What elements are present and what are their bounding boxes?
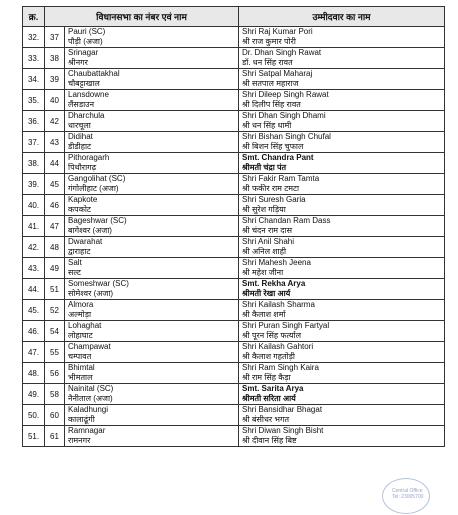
candidate-name-hi: श्री महेश जीना [242, 268, 284, 277]
serial-number: 42. [23, 237, 45, 258]
table-row [23, 153, 445, 174]
serial-number: 45. [23, 300, 45, 321]
constituency-name-en: Srinagar [68, 48, 99, 57]
constituency-cell [65, 321, 239, 342]
constituency-name-en: Didihat [68, 132, 93, 141]
constituency-name-en: Salt [68, 258, 82, 267]
serial-number: 43. [23, 258, 45, 279]
constituency-cell [65, 90, 239, 111]
constituency-number: 45 [45, 174, 65, 195]
candidate-cell [239, 279, 445, 300]
table-row [23, 279, 445, 300]
candidate-name-en: Shri Kailash Sharma [242, 300, 315, 309]
constituency-cell [65, 195, 239, 216]
constituency-name-en: Dwarahat [68, 237, 103, 246]
candidate-cell [239, 153, 445, 174]
candidate-cell [239, 300, 445, 321]
constituency-name-en: Almora [68, 300, 94, 309]
header-constituency: विधानसभा का नंबर एवं नाम [45, 7, 239, 27]
constituency-name-hi: सोमेश्वर (अजा) [68, 289, 114, 298]
constituency-number: 43 [45, 132, 65, 153]
constituency-name-hi: लोहाघाट [68, 331, 93, 340]
candidate-name-hi: श्री बिशन सिंह चुफाल [242, 142, 304, 151]
candidate-name-en: Shri Anil Shahi [242, 237, 295, 246]
candidate-name-hi: श्री पूरन सिंह फर्त्याल [242, 331, 302, 340]
candidate-cell [239, 48, 445, 69]
constituency-name-en: Nainital (SC) [68, 384, 114, 393]
table-row [23, 111, 445, 132]
table-row [23, 321, 445, 342]
constituency-name-en: Pithoragarh [68, 153, 110, 162]
constituency-name-en: Kaladhungi [68, 405, 109, 414]
serial-number: 50. [23, 405, 45, 426]
candidate-name-en: Shri Kailash Gahtori [242, 342, 314, 351]
candidate-name-en: Shri Bansidhar Bhagat [242, 405, 323, 414]
candidate-name-en: Smt. Chandra Pant [242, 153, 314, 162]
constituency-number: 48 [45, 237, 65, 258]
serial-number: 35. [23, 90, 45, 111]
table-row [23, 237, 445, 258]
candidate-name-hi: श्री कैलाश गहतोड़ी [242, 352, 295, 361]
candidate-name-en: Shri Raj Kumar Pori [242, 27, 313, 36]
constituency-name-hi: सल्ट [68, 268, 81, 277]
constituency-number: 49 [45, 258, 65, 279]
candidate-cell [239, 69, 445, 90]
serial-number: 41. [23, 216, 45, 237]
constituency-number: 37 [45, 27, 65, 48]
constituency-name-en: Champawat [68, 342, 111, 351]
constituency-cell [65, 426, 239, 447]
constituency-name-en: Kapkote [68, 195, 98, 204]
serial-number: 46. [23, 321, 45, 342]
constituency-name-hi: लैंसडाउन [68, 100, 95, 109]
constituency-name-en: Dharchula [68, 111, 105, 120]
candidate-name-en: Shri Ram Singh Kaira [242, 363, 319, 372]
constituency-name-hi: पौड़ी (अजा) [68, 37, 103, 46]
constituency-number: 39 [45, 69, 65, 90]
constituency-cell [65, 27, 239, 48]
candidate-cell [239, 216, 445, 237]
candidate-name-hi: श्री दीवान सिंह बिष्ट [242, 436, 297, 445]
constituency-name-hi: श्रीनगर [68, 58, 88, 67]
constituency-name-hi: द्वाराहाट [68, 247, 91, 256]
table-row [23, 426, 445, 447]
constituency-name-en: Ramnagar [68, 426, 106, 435]
candidate-cell [239, 342, 445, 363]
constituency-number: 56 [45, 363, 65, 384]
constituency-cell [65, 384, 239, 405]
candidate-name-en: Smt. Sarita Arya [242, 384, 304, 393]
table-row [23, 384, 445, 405]
constituency-number: 52 [45, 300, 65, 321]
candidate-name-en: Dr. Dhan Singh Rawat [242, 48, 322, 57]
constituency-cell [65, 69, 239, 90]
constituency-cell [65, 279, 239, 300]
candidate-name-en: Shri Bishan Singh Chufal [242, 132, 331, 141]
constituency-cell [65, 237, 239, 258]
candidate-name-hi: श्री राम सिंह कैड़ा [242, 373, 291, 382]
constituency-name-hi: धारचूला [68, 121, 91, 130]
serial-number: 47. [23, 342, 45, 363]
candidate-cell [239, 237, 445, 258]
constituency-cell [65, 300, 239, 321]
constituency-name-hi: चौबट्टाखाल [68, 79, 100, 88]
candidate-cell [239, 174, 445, 195]
table-row [23, 195, 445, 216]
serial-number: 48. [23, 363, 45, 384]
candidate-cell [239, 90, 445, 111]
table-row [23, 405, 445, 426]
constituency-cell [65, 405, 239, 426]
constituency-cell [65, 153, 239, 174]
constituency-name-hi: पिथौरागढ़ [68, 163, 97, 172]
candidate-name-en: Shri Dileep Singh Rawat [242, 90, 329, 99]
candidate-name-hi: श्री फकीर राम टमटा [242, 184, 300, 193]
constituency-name-hi: गंगोलीहाट (अजा) [68, 184, 119, 193]
constituency-number: 42 [45, 111, 65, 132]
constituency-number: 58 [45, 384, 65, 405]
candidate-name-hi: श्रीमती सरिता आर्य [242, 394, 296, 403]
candidate-name-en: Shri Diwan Singh Bisht [242, 426, 324, 435]
table-row [23, 300, 445, 321]
candidate-cell [239, 426, 445, 447]
constituency-name-en: Bhimtal [68, 363, 95, 372]
constituency-name-en: Lansdowne [68, 90, 109, 99]
header-serial: क्र. [23, 7, 45, 27]
candidate-name-hi: श्री बंसीधर भगत [242, 415, 290, 424]
header-candidate: उम्मीदवार का नाम [239, 7, 445, 27]
table-row [23, 174, 445, 195]
serial-number: 40. [23, 195, 45, 216]
constituency-name-en: Lohaghat [68, 321, 102, 330]
constituency-name-hi: रामनगर [68, 436, 91, 445]
candidate-name-hi: श्री सुरेश गड़िया [242, 205, 286, 214]
constituency-name-hi: डीडीहाट [68, 142, 92, 151]
candidate-name-hi: श्री दिलीप सिंह रावत [242, 100, 301, 109]
candidate-table [22, 6, 445, 447]
document-sheet [22, 6, 444, 515]
candidate-name-hi: श्री चंदन राम दास [242, 226, 293, 235]
constituency-number: 40 [45, 90, 65, 111]
candidate-cell [239, 132, 445, 153]
constituency-cell [65, 342, 239, 363]
constituency-name-en: Pauri (SC) [68, 27, 106, 36]
seal-line-2: Tel: 23005700 [392, 494, 424, 500]
constituency-name-hi: नैनीताल (अजा) [68, 394, 113, 403]
constituency-number: 47 [45, 216, 65, 237]
constituency-name-hi: अल्मोड़ा [68, 310, 92, 319]
candidate-cell [239, 405, 445, 426]
constituency-cell [65, 48, 239, 69]
table-row [23, 132, 445, 153]
candidate-name-hi: श्री कैलाश शर्मा [242, 310, 286, 319]
constituency-cell [65, 258, 239, 279]
serial-number: 49. [23, 384, 45, 405]
table-row [23, 363, 445, 384]
constituency-number: 60 [45, 405, 65, 426]
candidate-name-en: Shri Puran Singh Fartyal [242, 321, 330, 330]
table-row [23, 216, 445, 237]
constituency-name-en: Bageshwar (SC) [68, 216, 127, 225]
constituency-number: 44 [45, 153, 65, 174]
candidate-name-hi: श्री धन सिंह धामी [242, 121, 292, 130]
constituency-name-hi: भीमताल [68, 373, 93, 382]
serial-number: 33. [23, 48, 45, 69]
constituency-name-en: Chaubattakhal [68, 69, 120, 78]
candidate-cell [239, 27, 445, 48]
candidate-name-en: Shri Satpal Maharaj [242, 69, 313, 78]
table-row [23, 69, 445, 90]
serial-number: 44. [23, 279, 45, 300]
serial-number: 39. [23, 174, 45, 195]
constituency-name-hi: बागेश्वर (अजा) [68, 226, 112, 235]
constituency-name-hi: कपकोट [68, 205, 91, 214]
constituency-cell [65, 216, 239, 237]
candidate-cell [239, 321, 445, 342]
constituency-cell [65, 111, 239, 132]
constituency-cell [65, 363, 239, 384]
candidate-name-hi: श्री अनिल शाही [242, 247, 287, 256]
constituency-number: 51 [45, 279, 65, 300]
serial-number: 32. [23, 27, 45, 48]
candidate-name-hi: श्री राज कुमार पोरी [242, 37, 296, 46]
table-row [23, 27, 445, 48]
serial-number: 51. [23, 426, 45, 447]
candidate-cell [239, 195, 445, 216]
constituency-cell [65, 174, 239, 195]
seal-line-1: Central Office [392, 488, 423, 494]
candidate-cell [239, 258, 445, 279]
serial-number: 37. [23, 132, 45, 153]
seal-text [392, 488, 423, 500]
candidate-name-en: Shri Dhan Singh Dhami [242, 111, 326, 120]
serial-number: 36. [23, 111, 45, 132]
constituency-number: 55 [45, 342, 65, 363]
constituency-name-hi: कालाढूंगी [68, 415, 95, 424]
candidate-cell [239, 384, 445, 405]
candidate-name-en: Smt. Rekha Arya [242, 279, 306, 288]
constituency-number: 46 [45, 195, 65, 216]
candidate-name-en: Shri Fakir Ram Tamta [242, 174, 320, 183]
constituency-number: 54 [45, 321, 65, 342]
serial-number: 34. [23, 69, 45, 90]
table-row [23, 48, 445, 69]
constituency-name-en: Gangolihat (SC) [68, 174, 126, 183]
candidate-name-en: Shri Chandan Ram Dass [242, 216, 331, 225]
table-row [23, 90, 445, 111]
candidate-cell [239, 111, 445, 132]
candidate-name-en: Shri Suresh Garia [242, 195, 306, 204]
candidate-name-hi: डॉ. धन सिंह रावत [242, 58, 293, 67]
serial-number: 38. [23, 153, 45, 174]
candidate-cell [239, 363, 445, 384]
constituency-name-hi: चम्पावत [68, 352, 92, 361]
table-row [23, 342, 445, 363]
candidate-name-hi: श्री सतपाल महाराज [242, 79, 299, 88]
constituency-cell [65, 132, 239, 153]
constituency-name-en: Someshwar (SC) [68, 279, 129, 288]
candidate-name-hi: श्रीमती चंद्रा पंत [242, 163, 287, 172]
table-row [23, 258, 445, 279]
candidate-name-en: Shri Mahesh Jeena [242, 258, 311, 267]
constituency-number: 38 [45, 48, 65, 69]
table-header-row [23, 7, 445, 27]
candidate-name-hi: श्रीमती रेखा आर्य [242, 289, 291, 298]
constituency-number: 61 [45, 426, 65, 447]
